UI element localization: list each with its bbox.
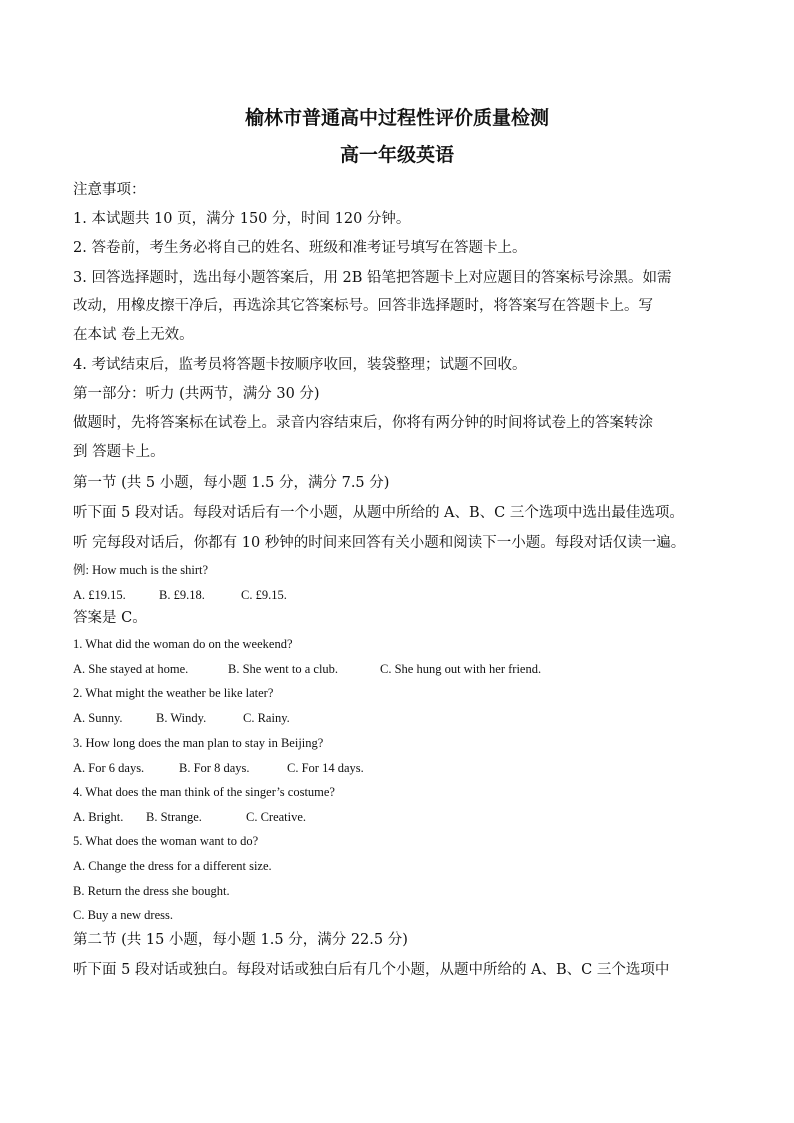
q3-option-a: A. For 6 days. [73,761,145,775]
section1-instruction-line-2: 听 完每段对话后，你都有 10 秒钟的时间来回答有关小题和阅读下一小题。每段对话仅读一遍。 [73,535,686,551]
q5-option-a: A. Change the dress for a different size. [73,859,272,873]
example-option-a: A. £19.15. [73,588,126,602]
note-item-3-line-2: 改动，用橡皮擦干净后，再选涂其它答案标号。回答非选择题时，将答案写在答题卡上。写 [73,298,653,314]
q2-option-b: B. Windy. [156,711,207,725]
part1-intro-line-1: 做题时，先将答案标在试卷上。录音内容结束后，你将有两分钟的时间将试卷上的答案转涂 [73,415,653,431]
q1-option-a: A. She stayed at home. [73,662,189,676]
part1-intro-line-2: 到 答题卡上。 [73,444,165,460]
note-item-3-line-1: 3. 回答选择题时，选出每小题答案后，用 2B 铅笔把答题卡上对应题目的答案标号涂黑。如需 [73,270,672,286]
q3-option-b: B. For 8 days. [179,761,250,775]
part1-heading: 第一部分：听力 (共两节，满分 30 分) [73,386,320,402]
example-option-c: C. £9.15. [241,588,287,602]
q3-option-c: C. For 14 days. [287,761,364,775]
q4-option-b: B. Strange. [146,810,202,824]
example-options [73,587,287,603]
q4-option-a: A. Bright. [73,810,124,824]
note-item-3-line-3: 在本试 卷上无效。 [73,327,194,343]
question-1-options [73,661,541,677]
section2-instruction-line-1: 听下面 5 段对话或独白。每段对话或独白后有几个小题，从题中所给的 A、B、C 三个选项中 [73,962,670,978]
question-3: 3. How long does the man plan to stay in Beijing? [73,736,324,750]
example-option-b: B. £9.18. [159,588,205,602]
q5-option-c: C. Buy a new dress. [73,908,173,922]
section1-instruction-line-1: 听下面 5 段对话。每段对话后有一个小题，从题中所给的 A、B、C 三个选项中选出最佳选项。 [73,505,684,521]
section1-heading: 第一节 (共 5 小题，每小题 1.5 分，满分 7.5 分) [73,475,390,491]
question-3-options [73,760,364,776]
q5-option-b: B. Return the dress she bought. [73,884,230,898]
note-item-2: 2. 答卷前，考生务必将自己的姓名、班级和准考证号填写在答题卡上。 [73,240,527,256]
q2-option-a: A. Sunny. [73,711,123,725]
note-item-4: 4. 考试结束后，监考员将答题卡按顺序收回，装袋整理；试题不回收。 [73,357,527,373]
question-5: 5. What does the woman want to do? [73,834,259,848]
section2-heading: 第二节 (共 15 小题，每小题 1.5 分，满分 22.5 分) [73,932,408,948]
q2-option-c: C. Rainy. [243,711,290,725]
example-question: 例: How much is the shirt? [73,563,209,577]
question-2-options [73,710,290,726]
q1-option-c: C. She hung out with her friend. [380,662,542,676]
exam-title: 榆林市普通高中过程性评价质量检测 [244,107,549,129]
note-item-1: 1. 本试题共 10 页，满分 150 分，时间 120 分钟。 [73,211,411,227]
example-answer: 答案是 C。 [73,610,147,626]
question-1: 1. What did the woman do on the weekend? [73,637,293,651]
q1-option-b: B. She went to a club. [228,662,339,676]
question-4-options [73,809,306,825]
question-4: 4. What does the man think of the singer’s costume? [73,785,335,799]
notes-heading: 注意事项： [73,182,146,198]
exam-subtitle: 高一年级英语 [339,144,454,166]
q4-option-c: C. Creative. [246,810,307,824]
question-2: 2. What might the weather be like later? [73,686,274,700]
